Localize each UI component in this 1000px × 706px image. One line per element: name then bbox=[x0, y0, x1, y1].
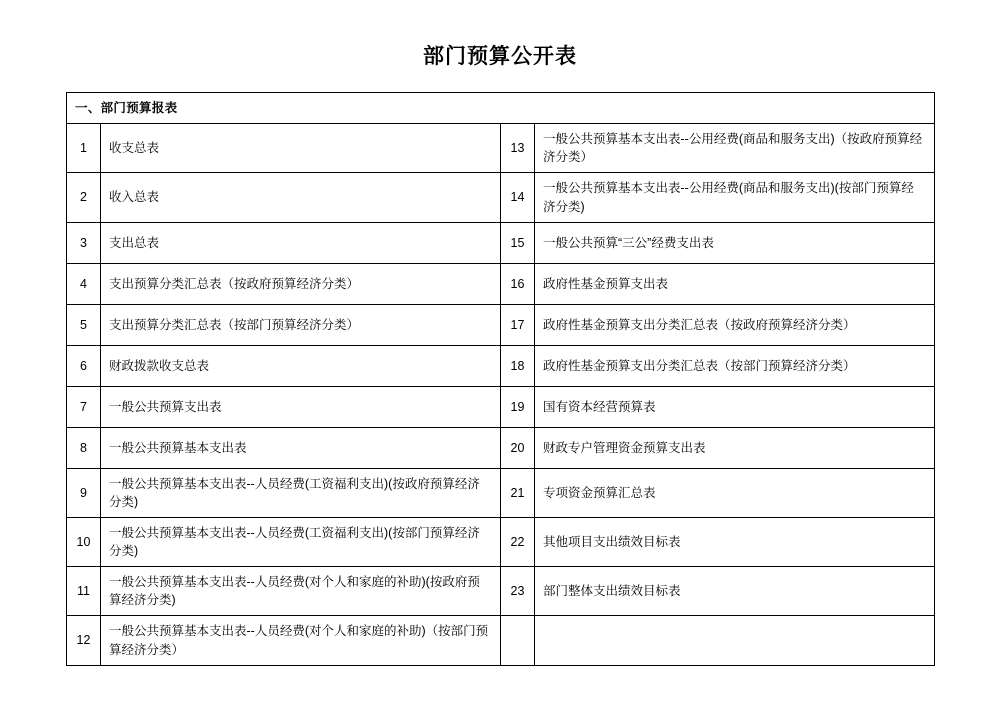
row-number-right: 23 bbox=[501, 567, 535, 616]
row-label-left: 支出总表 bbox=[101, 222, 501, 263]
budget-table-container bbox=[66, 92, 934, 666]
row-number-left: 8 bbox=[67, 427, 101, 468]
row-number-right: 14 bbox=[501, 173, 535, 222]
row-number-right: 19 bbox=[501, 386, 535, 427]
row-number-left: 10 bbox=[67, 517, 101, 566]
row-number-right: 22 bbox=[501, 517, 535, 566]
row-label-left: 一般公共预算基本支出表--人员经费(对个人和家庭的补助)（按部门预算经济分类） bbox=[101, 616, 501, 665]
row-label-left: 收支总表 bbox=[101, 124, 501, 173]
budget-report-table bbox=[66, 92, 935, 666]
row-label-right: 其他项目支出绩效目标表 bbox=[535, 517, 935, 566]
table-row bbox=[67, 567, 935, 616]
row-number-right: 13 bbox=[501, 124, 535, 173]
table-section-header-row bbox=[67, 93, 935, 124]
row-label-right: 一般公共预算“三公”经费支出表 bbox=[535, 222, 935, 263]
row-label-left: 一般公共预算基本支出表 bbox=[101, 427, 501, 468]
row-number-right: 16 bbox=[501, 263, 535, 304]
row-label-left: 收入总表 bbox=[101, 173, 501, 222]
row-label-right: 一般公共预算基本支出表--公用经费(商品和服务支出)（按政府预算经济分类） bbox=[535, 124, 935, 173]
row-label-left: 一般公共预算基本支出表--人员经费(工资福利支出)(按政府预算经济分类) bbox=[101, 468, 501, 517]
table-row bbox=[67, 263, 935, 304]
row-label-right: 政府性基金预算支出表 bbox=[535, 263, 935, 304]
row-label-left: 一般公共预算基本支出表--人员经费(工资福利支出)(按部门预算经济分类) bbox=[101, 517, 501, 566]
table-row bbox=[67, 517, 935, 566]
row-label-left: 一般公共预算基本支出表--人员经费(对个人和家庭的补助)(按政府预算经济分类) bbox=[101, 567, 501, 616]
row-number-left: 1 bbox=[67, 124, 101, 173]
table-row bbox=[67, 616, 935, 665]
page-title: 部门预算公开表 bbox=[423, 45, 577, 68]
row-number-left: 7 bbox=[67, 386, 101, 427]
row-number-left: 11 bbox=[67, 567, 101, 616]
row-number-left: 4 bbox=[67, 263, 101, 304]
row-number-right: 20 bbox=[501, 427, 535, 468]
table-row bbox=[67, 386, 935, 427]
row-label-right: 政府性基金预算支出分类汇总表（按政府预算经济分类） bbox=[535, 304, 935, 345]
table-row bbox=[67, 173, 935, 222]
row-number-right: 18 bbox=[501, 345, 535, 386]
table-row bbox=[67, 468, 935, 517]
row-label-right: 财政专户管理资金预算支出表 bbox=[535, 427, 935, 468]
section-header-cell: 一、部门预算报表 bbox=[67, 93, 935, 124]
row-label-left: 财政拨款收支总表 bbox=[101, 345, 501, 386]
row-number-right: 17 bbox=[501, 304, 535, 345]
row-number-left: 5 bbox=[67, 304, 101, 345]
table-row bbox=[67, 427, 935, 468]
row-label-right: 部门整体支出绩效目标表 bbox=[535, 567, 935, 616]
row-label-left: 一般公共预算支出表 bbox=[101, 386, 501, 427]
table-row bbox=[67, 304, 935, 345]
row-label-left: 支出预算分类汇总表（按部门预算经济分类） bbox=[101, 304, 501, 345]
table-row bbox=[67, 124, 935, 173]
row-label-right: 一般公共预算基本支出表--公用经费(商品和服务支出)(按部门预算经济分类) bbox=[535, 173, 935, 222]
table-row bbox=[67, 345, 935, 386]
row-number-right: 21 bbox=[501, 468, 535, 517]
row-label-right: 专项资金预算汇总表 bbox=[535, 468, 935, 517]
row-label-left: 支出预算分类汇总表（按政府预算经济分类） bbox=[101, 263, 501, 304]
row-label-right-empty bbox=[535, 616, 935, 665]
row-number-left: 2 bbox=[67, 173, 101, 222]
row-number-right: 15 bbox=[501, 222, 535, 263]
row-number-left: 12 bbox=[67, 616, 101, 665]
row-number-left: 9 bbox=[67, 468, 101, 517]
row-number-left: 6 bbox=[67, 345, 101, 386]
row-label-right: 政府性基金预算支出分类汇总表（按部门预算经济分类） bbox=[535, 345, 935, 386]
table-row bbox=[67, 222, 935, 263]
row-number-right-empty bbox=[501, 616, 535, 665]
row-number-left: 3 bbox=[67, 222, 101, 263]
row-label-right: 国有资本经营预算表 bbox=[535, 386, 935, 427]
